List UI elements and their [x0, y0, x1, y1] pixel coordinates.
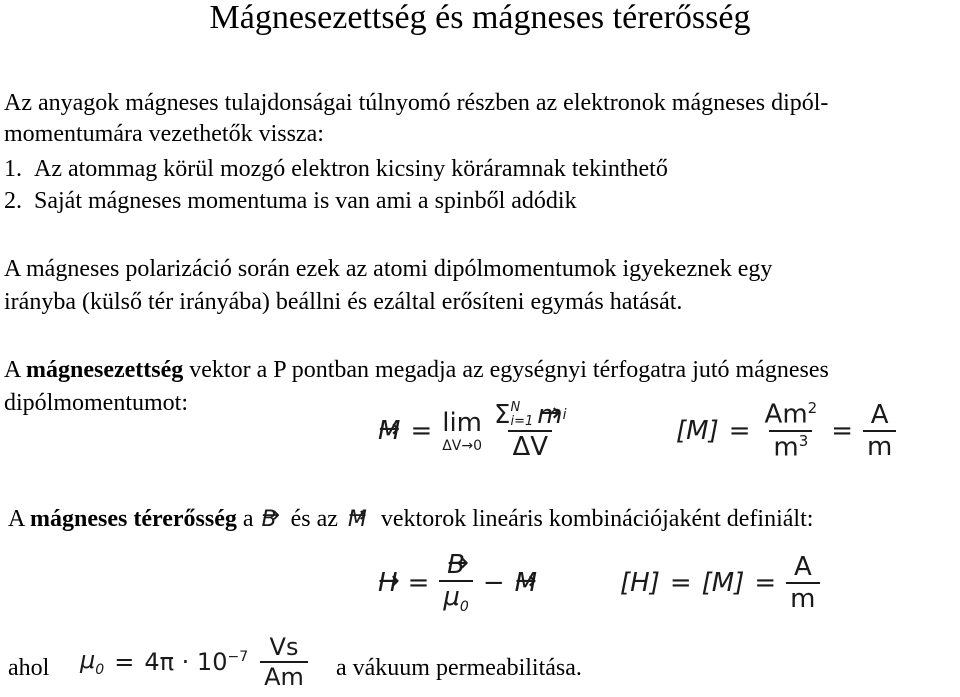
vector-m: M → — [348, 505, 367, 535]
limit-operator: lim ΔV→0 — [442, 408, 483, 454]
formula-permeability: $\mu_0$ = $4\pi \cdot 10^{-7}$ $\frac{Vs}{Am}$ — [80, 628, 308, 696]
unit-field-strength: [H] = [M] = $\frac{A}{m}$ — [620, 545, 820, 621]
magnetization-definition: A mágnesezettség vektor a P pontban megadja az egységnyi térfogatra jutó mágneses — [4, 357, 829, 383]
magnetization-definition-line-2: dipólmomentumot: — [4, 390, 188, 416]
vector-m: M → — [378, 416, 400, 446]
intro-line-1: Az anyagok mágneses tulajdonságai túlnyomó részben az elektronok mágneses dipól- — [4, 90, 829, 116]
formula-field-strength: H → = $\frac{B \to}{\mu_0}$ − M → — [378, 545, 537, 621]
list-item-text: Saját mágneses momentuma is van ami a spinből adódik — [34, 188, 577, 214]
list-item-number: 2. — [4, 188, 22, 214]
field-strength-definition: A mágneses térerősség a B → és az M → vektorok lineáris kombinációjaként definiált: — [8, 504, 813, 535]
list-item-number: 1. — [4, 156, 22, 182]
list-item — [4, 186, 577, 216]
polarization-line-2: irányba (külső tér irányába) beállni és ezáltal erősíteni egymás hatását. — [4, 289, 683, 315]
ahol-label: ahol — [8, 655, 50, 681]
intro-line-2: momentumára vezethetők vissza: — [4, 121, 324, 147]
unit-magnetization: [M] = $\frac{Am^2}{m^3}$ = $\frac{A}{m}$ — [676, 396, 896, 466]
page-title: Mágnesezettség és mágneses térerősség — [209, 0, 751, 36]
polarization-line-1: A mágneses polarizáció során ezek az atomi dipólmomentumok igyekeznek egy — [4, 256, 773, 282]
term-field-strength: mágneses térerősség — [30, 506, 237, 532]
fraction: Σ N i=1 m → i ΔV — [490, 400, 570, 462]
vector-b: B → — [447, 550, 465, 580]
vector-h: H → — [378, 568, 398, 598]
vector-m: M → — [515, 568, 537, 598]
list-item — [4, 154, 668, 184]
formula-magnetization: M → = lim ΔV→0 Σ N i=1 m → i ΔV — [378, 396, 570, 466]
list-item-text: Az atommag körül mozgó elektron kicsiny köráramnak tekinthető — [34, 156, 668, 182]
vector-b: B → — [262, 505, 277, 535]
term-magnetization: mágnesezettség — [26, 357, 184, 383]
permeability-text: a vákuum permeabilitása. — [336, 655, 582, 681]
